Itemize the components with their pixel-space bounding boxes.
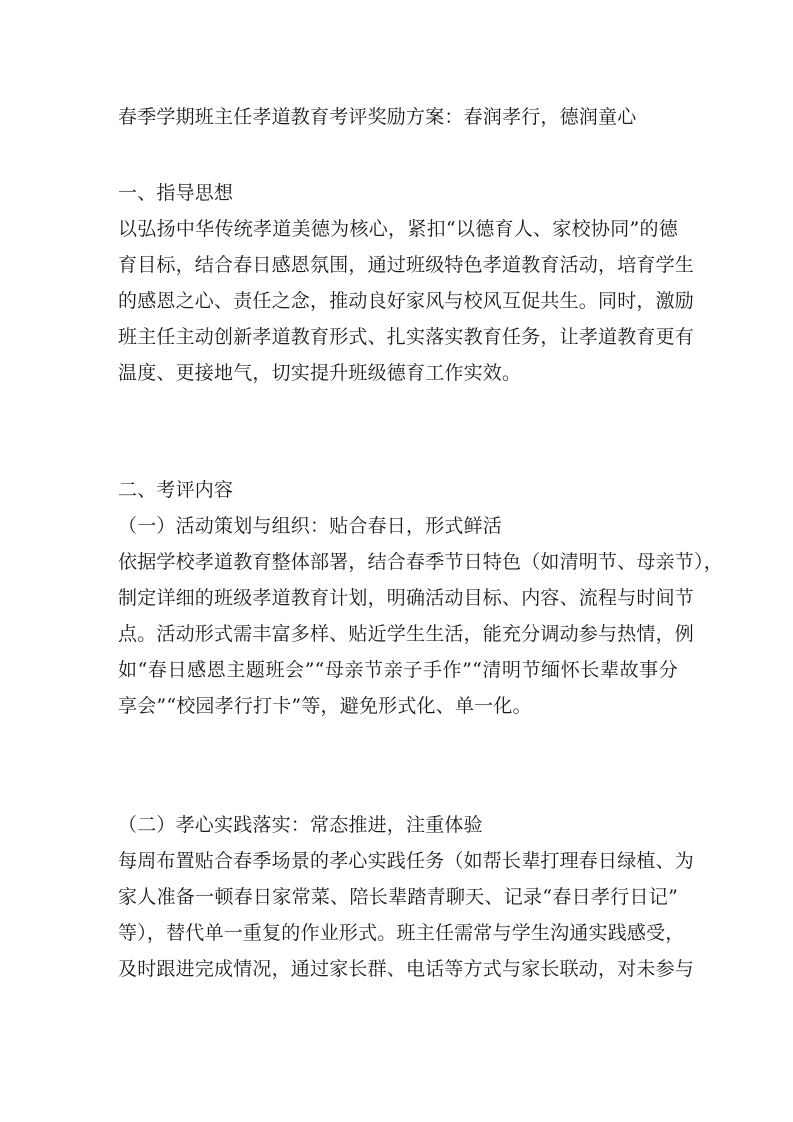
paragraph-line: 班主任主动创新孝道教育形式、扎实落实教育任务，让孝道教育更有 [118,326,695,348]
document-title: 春季学期班主任孝道教育考评奖励方案：春润孝行，德润童心 [118,106,637,128]
paragraph-line: 依据学校孝道教育整体部署，结合春季节日特色（如清明节、母亲节）， [118,551,723,573]
paragraph-line: 每周布置贴合春季场景的孝心实践任务（如帮长辈打理春日绿植、为 [118,850,695,872]
paragraph-line: 家人准备一顿春日家常菜、陪长辈踏青聊天、记录“春日孝行日记” [118,886,678,908]
section-heading-evaluation-content: 二、考评内容 [118,479,234,501]
paragraph-line: 以弘扬中华传统孝道美德为核心，紧扣“以德育人、家校协同”的德 [118,218,678,240]
paragraph-line: 的感恩之心、责任之念，推动良好家风与校风互促共生。同时，激励 [118,290,695,312]
paragraph-line: 享会”“校园孝行打卡”等，避免形式化、单一化。 [118,695,532,717]
paragraph-line: 育目标，结合春日感恩氛围，通过班级特色孝道教育活动，培育学生 [118,254,695,276]
paragraph-line: 如“春日感恩主题班会”“母亲节亲子手作”“清明节缅怀长辈故事分 [118,659,678,681]
paragraph-line: 点。活动形式需丰富多样、贴近学生生活，能充分调动参与热情，例 [118,623,695,645]
paragraph-line: 及时跟进完成情况，通过家长群、电话等方式与家长联动，对未参与 [118,958,695,980]
paragraph-line: 制定详细的班级孝道教育计划，明确活动目标、内容、流程与时间节 [118,587,695,609]
subsection-heading-filial-practice: （二）孝心实践落实：常态推进，注重体验 [118,814,483,836]
paragraph-line: 温度、更接地气，切实提升班级德育工作实效。 [118,362,522,384]
subsection-heading-activity-planning: （一）活动策划与组织：贴合春日，形式鲜活 [118,515,503,537]
paragraph-line: 等），替代单一重复的作业形式。班主任需常与学生沟通实践感受， [118,922,685,944]
section-heading-guiding-thought: 一、指导思想 [118,182,234,204]
